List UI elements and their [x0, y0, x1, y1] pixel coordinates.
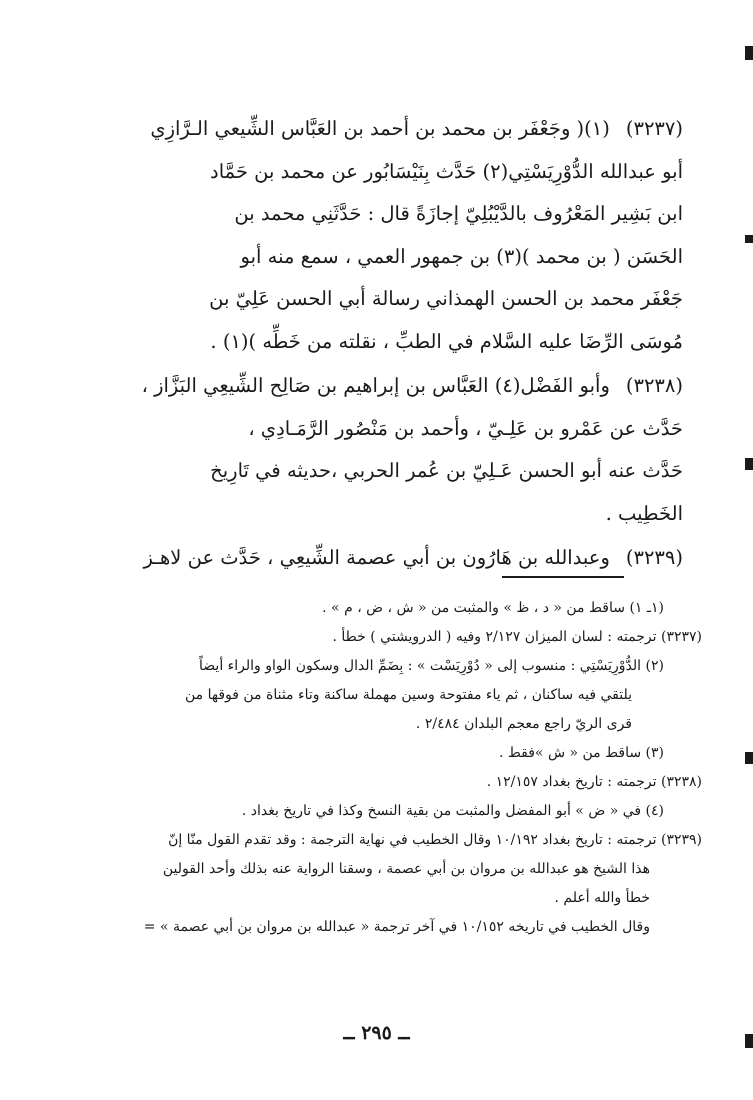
footnote-line: خطأ والله أعلم .	[554, 890, 650, 906]
footnote-line: هذا الشيخ هو عبدالله بن مروان بن أبي عصمة ، وسقنا الرواية عنه بذلك وأحد القولين	[162, 861, 650, 877]
entry-text: وأبو الفَضْل(٤) العَبَّاس بن إبراهيم بن صَالِح الشِّيعِي البَزَّاز ،	[141, 374, 610, 397]
entry-number: (٣٢٣٩)	[625, 546, 683, 569]
entry-line	[118, 365, 683, 408]
footnote-line: (٤) في « ض » أبو المفضل والمثبت من بقية النسخ وكذا في تاريخ بغداد .	[241, 803, 664, 819]
entry-line: مُوسَى الرِّضَا عليه السَّلام في الطبِّ ، نقلته من خَطِّه )(١) .	[210, 329, 683, 353]
entry-line	[118, 108, 683, 151]
entry-3237	[118, 108, 683, 363]
entry-number: (٣٢٣٧)	[625, 117, 683, 140]
entry-text: وعبدالله بن هَارُون بن أبي عصمة الشِّيعِي ، حَدَّث عن لاهـز	[143, 546, 610, 569]
edge-mark	[745, 1034, 753, 1048]
footnote-line: (٣) ساقط من « ش »فقط .	[498, 745, 664, 761]
footnote-line: (٢) الدُّوْرِيَسْتِي : منسوب إلى « دُوْرِيَسْت » : بِضَمِّ الدال وسكون الواو والراء أيضاً	[199, 658, 664, 674]
footnote-line: يلتقي فيه ساكنان ، ثم ياء مفتوحة وسين مهملة ساكنة وتاء مثناة من فوقها من	[185, 687, 632, 703]
footnote-line: (٣٢٣٩) ترجمته : تاريخ بغداد ١٠/١٩٢ وقال الخطيب في نهاية الترجمة : وقد تقدم القول منّا إنّ	[168, 832, 702, 848]
entry-line: حَدَّث عن عَمْرو بن عَلِـيّ ، وأحمد بن مَنْصُور الرَّمَـادِي ،	[248, 416, 683, 440]
entry-line: أبو عبدالله الدُّوْرِيَسْتِي(٢) حَدَّث بِنَيْسَابُور عن محمد بن حَمَّاد	[210, 159, 683, 183]
footnote-separator	[502, 576, 624, 578]
edge-mark	[745, 752, 753, 764]
entry-number: (٣٢٣٨)	[625, 374, 683, 397]
edge-mark	[745, 46, 753, 60]
footnote-line: (٣٢٣٨) ترجمته : تاريخ بغداد ١٢/١٥٧ .	[486, 774, 702, 790]
entry-line: الخَطِيب .	[605, 501, 683, 525]
footnote-line: وقال الخطيب في تاريخه ١٠/١٥٢ في آخر ترجمة « عبدالله بن مروان بن أبي عصمة » =	[143, 919, 650, 935]
entry-line: ابن بَشِير المَعْرُوف بالدَّيْبُلِيّ إجازَةً قال : حَدَّثَنِي محمد بن	[234, 202, 683, 225]
footnote-line: قرى الريّ راجع معجم البلدان ٢/٤٨٤ .	[415, 716, 632, 732]
entry-text: (١)( وجَعْفَر بن محمد بن أحمد بن العَبَّاس الشِّيعي الـرَّازِي	[150, 117, 610, 140]
entry-3239	[118, 537, 683, 580]
entry-line: حَدَّث عنه أبو الحسن عَـلِيّ بن عُمر الحربي ،حديثه في تَارِيخ	[210, 459, 683, 482]
entry-line: الحَسَن ( بن محمد )(٣) بن جمهور العمي ، سمع منه أبو	[240, 244, 683, 268]
footnote-line: (١ـ ١) ساقط من « د ، ظ » والمثبت من « ش ، ض ، م » .	[322, 600, 664, 616]
main-text	[118, 108, 683, 580]
entry-line: جَعْفَر محمد بن الحسن الهمذاني رسالة أبي الحسن عَلِيّ بن	[209, 287, 683, 310]
entry-3238	[118, 365, 683, 535]
edge-mark	[745, 235, 753, 243]
footnote-line: (٣٢٣٧) ترجمته : لسان الميزان ٢/١٢٧ وفيه ( الدرويشتي ) خطأ .	[332, 629, 702, 645]
entry-line	[118, 537, 683, 580]
page-number: ــ ٢٩٥ ــ	[343, 1022, 410, 1044]
edge-mark	[745, 458, 753, 470]
footnotes	[118, 598, 702, 946]
